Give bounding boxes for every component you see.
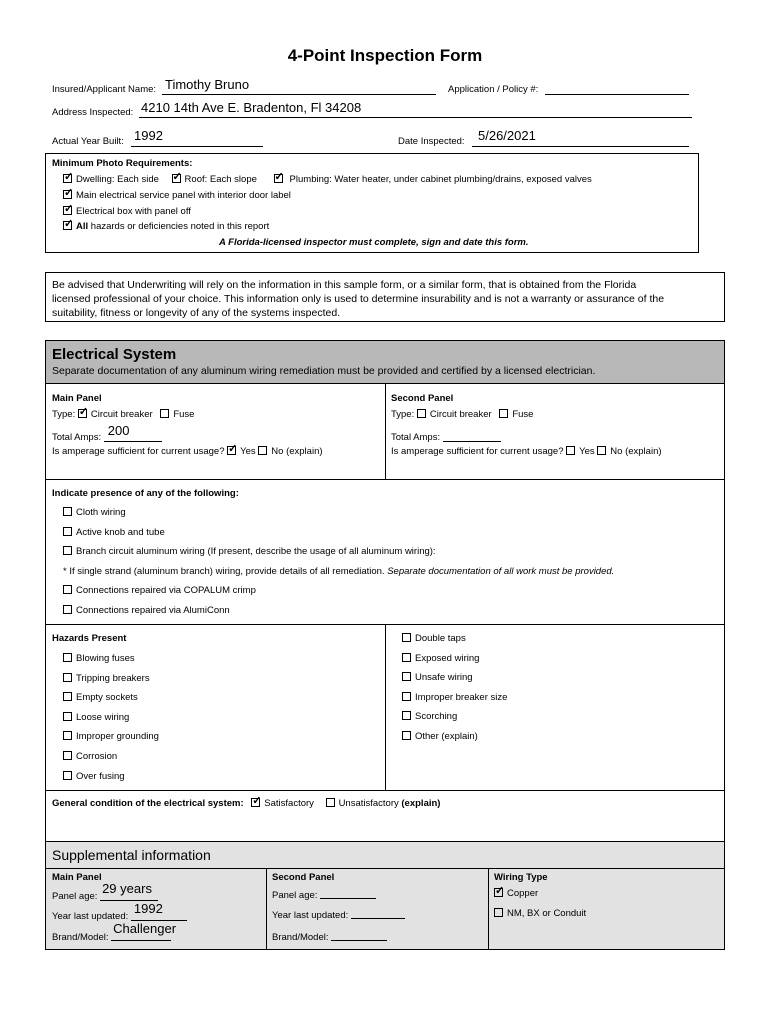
condition-label: General condition of the electrical system: <box>52 798 244 809</box>
sufficient-label: Is amperage sufficient for current usage? <box>391 446 564 457</box>
divider <box>385 384 386 479</box>
insured-label: Insured/Applicant Name: <box>52 84 157 95</box>
hazard-checkbox[interactable] <box>402 731 411 740</box>
supplemental-heading: Supplemental information <box>52 847 211 863</box>
main-panel-photo-checkbox[interactable] <box>63 190 72 199</box>
divider <box>488 869 489 949</box>
hazard-label: Over fusing <box>76 770 125 782</box>
main-panel-type <box>52 409 194 420</box>
type-label: Type: <box>391 409 415 420</box>
hazard-label: Blowing fuses <box>76 653 135 664</box>
electrical-box-checkbox[interactable] <box>63 206 72 215</box>
aluminum-wiring-checkbox[interactable] <box>63 546 72 555</box>
hazard-checkbox[interactable] <box>63 751 72 760</box>
divider <box>46 790 724 791</box>
unsatisfactory-checkbox[interactable] <box>326 798 335 807</box>
plumbing-label: Plumbing: Water heater, under cabinet plumbing/drains, exposed valves <box>289 174 592 185</box>
wiring-heading: Wiring Type <box>494 872 548 883</box>
supp-second-age <box>272 888 376 901</box>
second-panel-amps <box>391 429 501 443</box>
divider <box>46 479 724 480</box>
main-panel-heading: Main Panel <box>52 393 102 404</box>
hazard-label: Corrosion <box>76 751 118 762</box>
date-line <box>472 146 689 147</box>
hazard-label: Other (explain) <box>415 731 478 742</box>
hazard-label: Empty sockets <box>76 692 138 704</box>
hazard-checkbox[interactable] <box>402 672 411 681</box>
hazard-item <box>63 731 159 742</box>
photo-row-4 <box>63 221 269 232</box>
amps-label: Total Amps: <box>52 432 102 443</box>
insured-line <box>162 94 436 95</box>
main-panel-photo-label: Main electrical service panel with interior door label <box>76 190 291 201</box>
hazard-label: Unsafe wiring <box>415 672 473 684</box>
hazard-checkbox[interactable] <box>63 673 72 682</box>
year-updated-label: Year last updated: <box>52 911 129 922</box>
panel-age-label: Panel age: <box>272 890 318 901</box>
advisory-line-3: suitability, fitness or longevity of any of the systems inspected. <box>52 307 341 319</box>
wiring-nm <box>494 908 586 919</box>
brand-field[interactable] <box>111 921 177 941</box>
hazard-checkbox[interactable] <box>402 692 411 701</box>
presence-aluminum <box>63 546 436 557</box>
all-word: All <box>76 221 89 232</box>
second-amps-field[interactable] <box>443 429 501 442</box>
main-amps-value: 200 <box>107 423 130 438</box>
hazards-photo-label: hazards or deficiencies noted in this report <box>90 221 270 232</box>
main-panel-sufficient <box>52 446 323 457</box>
address-field[interactable]: 4210 14th Ave E. Bradenton, Fl 34208 <box>141 100 362 115</box>
cloth-wiring-checkbox[interactable] <box>63 507 72 516</box>
knob-tube-checkbox[interactable] <box>63 527 72 536</box>
year-updated-field[interactable] <box>131 901 187 921</box>
year-built-line <box>131 146 263 147</box>
hazard-item <box>63 771 125 782</box>
remediation-note: * If single strand (aluminum branch) wiring, provide details of all remediation. <box>63 566 385 577</box>
presence-alumiconn <box>63 605 230 616</box>
address-line <box>139 117 692 118</box>
aluminum-wiring-label: Branch circuit aluminum wiring (If present, describe the usage of all aluminum wiring): <box>76 546 436 557</box>
main-sufficient-yes-checkbox[interactable] <box>227 446 236 455</box>
plumbing-checkbox[interactable] <box>274 174 283 183</box>
hazard-item <box>402 672 473 683</box>
second-sufficient-no-checkbox[interactable] <box>597 446 606 455</box>
hazard-checkbox[interactable] <box>402 711 411 720</box>
main-fuse-checkbox[interactable] <box>160 409 169 418</box>
policy-field[interactable] <box>545 94 689 95</box>
supp-second-heading: Second Panel <box>272 872 335 883</box>
hazard-checkbox[interactable] <box>402 653 411 662</box>
satisfactory-checkbox[interactable] <box>251 798 260 807</box>
presence-heading: Indicate presence of any of the following: <box>52 488 239 499</box>
roof-label: Roof: Each slope <box>184 174 257 185</box>
address-label: Address Inspected: <box>52 107 134 118</box>
photo-heading: Minimum Photo Requirements: <box>52 158 193 169</box>
presence-note <box>63 566 614 577</box>
main-circuit-breaker-checkbox[interactable] <box>78 409 87 418</box>
fuse-label: Fuse <box>512 409 534 420</box>
electrical-subheading: Separate documentation of any aluminum wiring remediation must be provided and certified by a licensed electrician. <box>52 365 596 377</box>
hazard-label: Tripping breakers <box>76 672 150 684</box>
roof-checkbox[interactable] <box>172 174 181 183</box>
inspector-note: A Florida-licensed inspector must complete, sign and date this form. <box>219 237 529 248</box>
presence-knob <box>63 527 165 538</box>
hazard-checkbox[interactable] <box>63 731 72 740</box>
hazard-item <box>63 673 150 684</box>
electrical-box-label: Electrical box with panel off <box>76 206 191 217</box>
main-sufficient-no-checkbox[interactable] <box>258 446 267 455</box>
alumiconn-checkbox[interactable] <box>63 605 72 614</box>
hazard-item <box>402 731 478 742</box>
supp-main-brand <box>52 921 177 943</box>
panel-age-value: 29 years <box>102 881 152 896</box>
second-year-updated-field[interactable] <box>351 908 405 919</box>
no-label: No (explain) <box>610 446 662 457</box>
electrical-heading: Electrical System <box>52 346 177 363</box>
supp-main-age <box>52 881 158 902</box>
copper-checkbox[interactable] <box>494 888 503 897</box>
copalum-label: Connections repaired via COPALUM crimp <box>76 585 256 596</box>
hazard-item <box>63 751 117 762</box>
divider <box>385 625 386 790</box>
advisory-line-1: Be advised that Underwriting will rely on the information in this sample form, or a similar form, that is obtained from the Florida <box>52 279 637 291</box>
hazard-label: Improper breaker size <box>415 691 508 703</box>
knob-tube-label: Active knob and tube <box>76 527 165 538</box>
advisory-line-2: licensed professional of your choice. This information only is used to determine insurability and is not a warranty or assurance of the <box>52 293 665 305</box>
main-amps-field[interactable] <box>104 423 162 442</box>
documentation-note: Separate documentation of all work must be provided. <box>387 566 615 577</box>
hazard-checkbox[interactable] <box>402 633 411 642</box>
second-fuse-checkbox[interactable] <box>499 409 508 418</box>
supp-second-updated <box>272 908 405 921</box>
panel-age-label: Panel age: <box>52 891 98 902</box>
brand-value: Challenger <box>113 921 177 936</box>
hazard-checkbox[interactable] <box>63 771 72 780</box>
supp-main-updated <box>52 901 187 922</box>
fuse-label: Fuse <box>173 409 195 420</box>
date-field[interactable]: 5/26/2021 <box>478 128 536 143</box>
second-panel-age-field[interactable] <box>320 888 376 899</box>
condition-row <box>52 798 440 809</box>
explain-label: (explain) <box>401 798 441 809</box>
wiring-copper <box>494 888 538 899</box>
hazard-item <box>402 653 479 664</box>
amps-label: Total Amps: <box>391 432 441 443</box>
brand-label: Brand/Model: <box>272 932 329 943</box>
second-circuit-breaker-checkbox[interactable] <box>417 409 426 418</box>
hazards-photo-checkbox[interactable] <box>63 221 72 230</box>
hazard-label: Scorching <box>415 711 458 723</box>
hazard-item <box>63 692 138 703</box>
hazard-checkbox[interactable] <box>63 712 72 721</box>
nm-bx-conduit-label: NM, BX or Conduit <box>507 908 587 919</box>
divider <box>266 869 267 949</box>
date-label: Date Inspected: <box>398 136 465 147</box>
circuit-breaker-label: Circuit breaker <box>90 409 153 420</box>
hazard-label: Double taps <box>415 633 466 644</box>
supp-second-brand <box>272 930 387 943</box>
hazard-item <box>402 633 466 644</box>
hazard-item <box>63 653 135 664</box>
second-panel-type <box>391 409 533 420</box>
year-built-field[interactable]: 1992 <box>134 128 163 143</box>
presence-cloth <box>63 507 126 518</box>
hazard-item <box>402 692 507 703</box>
nm-bx-conduit-checkbox[interactable] <box>494 908 503 917</box>
satisfactory-label: Satisfactory <box>264 798 314 809</box>
hazard-item <box>402 711 457 722</box>
second-brand-field[interactable] <box>331 930 387 941</box>
sufficient-label: Is amperage sufficient for current usage? <box>52 446 225 457</box>
brand-label: Brand/Model: <box>52 932 109 943</box>
alumiconn-label: Connections repaired via AlumiConn <box>76 605 230 616</box>
photo-row-3 <box>63 206 191 217</box>
divider <box>46 868 724 869</box>
second-panel-sufficient <box>391 446 662 457</box>
hazard-checkbox[interactable] <box>63 692 72 701</box>
circuit-breaker-label: Circuit breaker <box>429 409 492 420</box>
unsatisfactory-label: Unsatisfactory <box>338 798 399 809</box>
year-updated-label: Year last updated: <box>272 910 349 921</box>
hazard-label: Improper grounding <box>76 731 159 743</box>
hazard-checkbox[interactable] <box>63 653 72 662</box>
yes-label: Yes <box>240 446 256 457</box>
hazard-label: Loose wiring <box>76 711 130 723</box>
photo-row-1 <box>63 174 592 185</box>
dwelling-checkbox[interactable] <box>63 174 72 183</box>
hazard-label: Exposed wiring <box>415 652 480 664</box>
insured-field[interactable]: Timothy Bruno <box>165 77 250 92</box>
year-updated-value: 1992 <box>133 901 163 916</box>
second-sufficient-yes-checkbox[interactable] <box>566 446 575 455</box>
yes-label: Yes <box>579 446 595 457</box>
form-title: 4-Point Inspection Form <box>287 46 483 65</box>
copalum-checkbox[interactable] <box>63 585 72 594</box>
policy-label: Application / Policy #: <box>448 84 539 95</box>
year-built-label: Actual Year Built: <box>52 136 124 147</box>
cloth-wiring-label: Cloth wiring <box>76 507 126 518</box>
dwelling-label: Dwelling: Each side <box>76 174 159 185</box>
copper-label: Copper <box>507 888 539 899</box>
hazards-heading: Hazards Present <box>52 633 127 644</box>
main-panel-amps <box>52 423 162 443</box>
second-panel-heading: Second Panel <box>391 393 454 404</box>
supp-main-heading: Main Panel <box>52 872 102 883</box>
panel-age-field[interactable] <box>100 881 158 901</box>
type-label: Type: <box>52 409 76 420</box>
no-label: No (explain) <box>271 446 323 457</box>
hazard-item <box>63 712 129 723</box>
photo-row-2 <box>63 190 291 201</box>
presence-copalum <box>63 585 256 596</box>
